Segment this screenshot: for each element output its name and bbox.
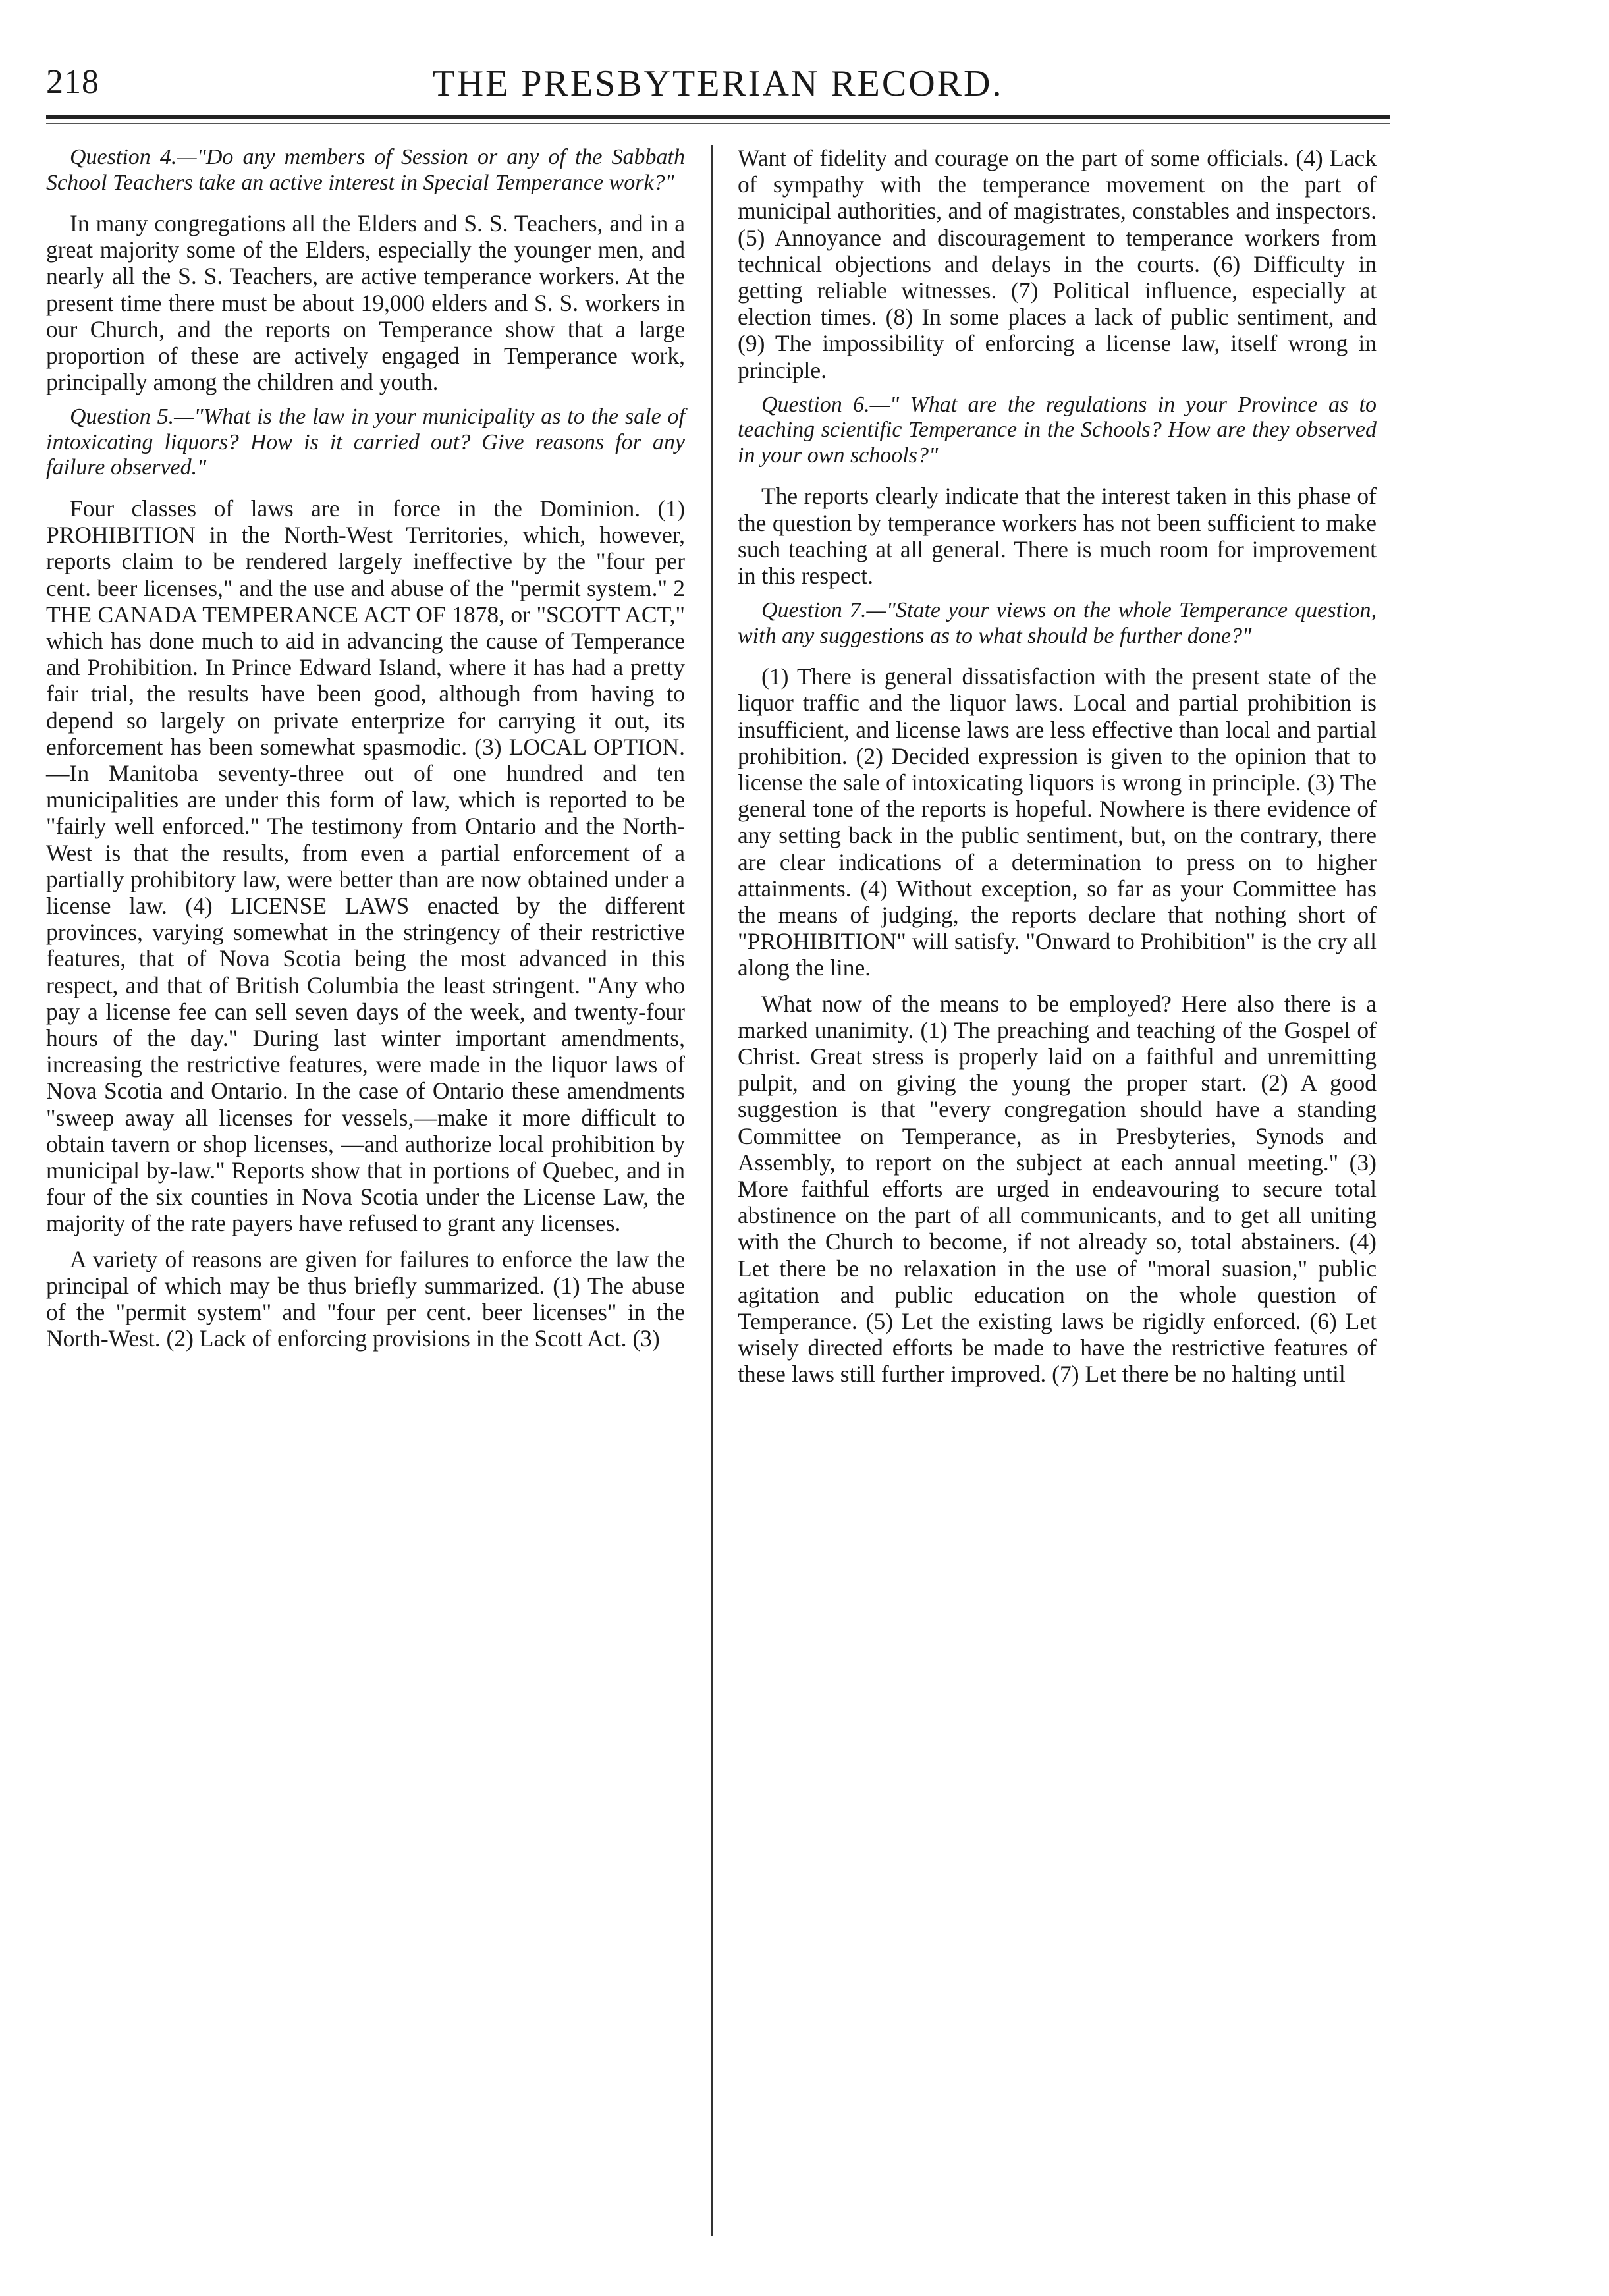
- document-page: [46, 63, 1390, 2256]
- question-6: Question 6.—" What are the regulations in your Province as to teaching scientific Temperance in the Schools? How are they observed in your own schools?": [738, 392, 1377, 468]
- left-column: [46, 145, 685, 2236]
- answer-4-paragraph: In many congregations all the Elders and S. S. Teachers, and in a great majority some of the Elders, especially the younger men, and nearly all the S. S. Teachers, are active temperance workers. At the present time there must be about 19,000 elders and S. S. workers in our Church, and the reports on Temperance show that a large proportion of these are actively engaged in Temperance work, principally among the children and youth.: [46, 210, 685, 396]
- answer-6-paragraph: The reports clearly indicate that the interest taken in this phase of the question by temperance workers has not been sufficient to make such teaching at all general. There is much room for improvement in this respect.: [738, 483, 1377, 589]
- right-column: [738, 145, 1377, 2236]
- column-divider: [711, 145, 713, 2236]
- question-4: Question 4.—"Do any members of Session or any of the Sabbath School Teachers take an active interest in Special Temperance work?": [46, 145, 685, 195]
- page-number: 218: [46, 63, 99, 101]
- answer-7-paragraph-means: What now of the means to be employed? Here also there is a marked unanimity. (1) The preaching and teaching of the Gospel of Christ. Great stress is properly laid on a faithful and unremitting pulpit, and on giving the young the proper start. (2) A good suggestion is that "every congregation should have a standing Committee on Temperance, as in Presbyteries, Synods and Assembly, to report on the subject at each annual meeting." (3) More faithful efforts are urged in endeavouring to secure total abstinence on the part of all communicants, and to get all uniting with the Church to become, if not already so, total abstainers. (4) Let there be no relaxation in the use of "moral suasion," public agitation and public education on the whole question of Temperance. (5) Let the existing laws be rigidly enforced. (6) Let wisely directed efforts be made to have the restrictive features of these laws still further improved. (7) Let there be no halting until: [738, 990, 1377, 1388]
- answer-5-paragraph-reasons: A variety of reasons are given for failures to enforce the law the principal of which may be thus briefly summarized. (1) The abuse of the "permit system" and "four per cent. beer licenses" in the North-West. (2) Lack of enforcing provisions in the Scott Act. (3): [46, 1245, 685, 1352]
- text-columns: [46, 145, 1390, 2236]
- question-7: Question 7.—"State your views on the whole Temperance question, with any suggestions as to what should be further done?": [738, 598, 1377, 648]
- answer-5-paragraph-continued: Want of fidelity and courage on the part of some officials. (4) Lack of sympathy with the temperance movement on the part of municipal authorities, and of magistrates, constables and inspectors. (5) Annoyance and discouragement to temperance workers from technical objections and delays in the courts. (6) Difficulty in getting reliable witnesses. (7) Political influence, especially at election times. (8) In some places a lack of public sentiment, and (9) The impossibility of enforcing a license law, itself wrong in principle.: [738, 145, 1377, 383]
- answer-5-paragraph-laws: Four classes of laws are in force in the Dominion. (1) PROHIBITION in the North-West Territories, which, however, reports claim to be rendered largely ineffective by the "four per cent. beer licenses," and the use and abuse of the "permit system." 2 THE CANADA TEMPERANCE ACT OF 1878, or "SCOTT ACT," which has done much to aid in advancing the cause of Temperance and Prohibition. In Prince Edward Island, where it has had a pretty fair trial, the results have been good, although from having to depend so largely on private enterprize for carrying it out, its enforcement has been somewhat spasmodic. (3) LOCAL OPTION.—In Manitoba seventy-three out of one hundred and ten municipalities are under this form of law, which is reported to be "fairly well enforced." The testimony from Ontario and the North-West is that the results, from even a partial enforcement of a partially prohibitory law, were better than are now obtained under a license law. (4) LICENSE LAWS enacted by the different provinces, varying somewhat in the stringency of their restrictive features, that of Nova Scotia being the most advanced in this respect, and that of British Columbia the least stringent. "Any who pay a license fee can sell seven days of the week, and twenty-four hours of the day." During last winter important amendments, increasing the restrictive features, were made in the liquor laws of Nova Scotia and Ontario. In the case of Ontario these amendments "sweep away all licenses for vessels,—make it more difficult to obtain tavern or shop licenses, —and authorize local prohibition by municipal by-law." Reports show that in portions of Quebec, and in four of the six counties in Nova Scotia under the License Law, the majority of the rate payers have refused to grant any licenses.: [46, 495, 685, 1237]
- answer-7-paragraph-views: (1) There is general dissatisfaction with the present state of the liquor traffic and the liquor laws. Local and partial prohibition is insufficient, and license laws are less effective than local and partial prohibition. (2) Decided expression is given to the opinion that to license the sale of intoxicating liquors is wrong in principle. (3) The general tone of the reports is hopeful. Nowhere is there evidence of any setting back in the public sentiment, but, on the contrary, there are clear indications of a determination to press on to higher attainments. (4) Without exception, so far as your Committee has the means of judging, the reports declare that nothing short of "PROHIBITION" will satisfy. "Onward to Prohibition" is the cry all along the line.: [738, 663, 1377, 981]
- running-title: THE PRESBYTERIAN RECORD.: [432, 63, 1004, 104]
- question-5: Question 5.—"What is the law in your municipality as to the sale of intoxicating liquors? How is it carried out? Give reasons for any failure observed.": [46, 404, 685, 480]
- header-rule: [46, 123, 1390, 124]
- page-header: [46, 63, 1390, 119]
